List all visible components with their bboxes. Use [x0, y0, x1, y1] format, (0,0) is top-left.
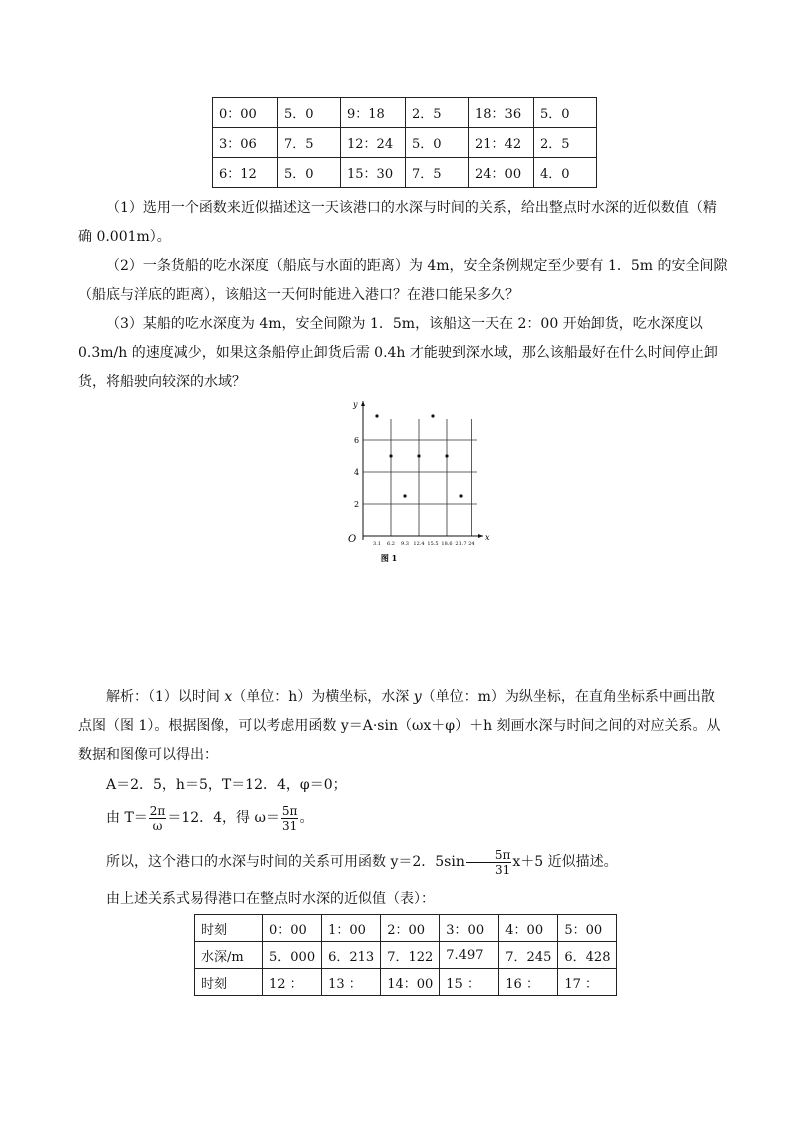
table-row — [195, 969, 617, 996]
origin-label: O — [348, 534, 357, 545]
table-cell: 5．0 — [534, 98, 597, 128]
data-point — [431, 414, 434, 417]
x-tick-label: 15.5 — [427, 541, 439, 547]
table-intro: 由上述关系式易得港口在整点时水深的近似值（表）： — [106, 891, 435, 907]
model-function: y＝A·sin（ωx＋φ）＋h — [340, 718, 493, 734]
table-cell: 5：00 — [558, 915, 617, 942]
table-cell: 1：00 — [322, 915, 381, 942]
question-1: （1）选用一个函数来近似描述这一天该港口的水深与时间的关系，给出整点时水深的近似数值（精确 0.001m）。 — [78, 200, 717, 245]
hourly-depth-table — [194, 914, 617, 996]
table-row — [213, 128, 597, 158]
y-tick-label: 6 — [354, 436, 360, 445]
x-tick-label: 3.1 — [373, 541, 381, 547]
table-row — [195, 942, 617, 969]
table-cell: 15 ： — [440, 969, 499, 996]
y-axis-arrow — [361, 401, 365, 406]
table-cell: 17 ： — [558, 969, 617, 996]
table-cell: 6：12 — [213, 158, 278, 188]
scatter-chart — [325, 393, 495, 568]
table-cell: 7．5 — [406, 158, 469, 188]
x-axis-label: x — [485, 533, 490, 542]
y-axis-label: y — [353, 400, 358, 409]
table-cell: 15：30 — [341, 158, 406, 188]
table-cell: 6．213 — [322, 942, 381, 969]
y-tick-label: 2 — [354, 500, 360, 509]
table-cell: 时刻 — [195, 969, 263, 996]
table-row — [213, 98, 597, 128]
table-cell: 6．428 — [558, 942, 617, 969]
data-point — [403, 494, 406, 497]
table-cell: 4：00 — [499, 915, 558, 942]
chart-title: 图 1 — [380, 553, 398, 563]
x-tick-label: 24 — [468, 541, 475, 547]
table-cell: 5．0 — [278, 158, 341, 188]
table-cell: 0：00 — [213, 98, 278, 128]
y-tick-label: 4 — [354, 468, 360, 477]
data-point — [375, 414, 378, 417]
x-axis-arrow — [478, 534, 483, 538]
table-cell: 12 ： — [263, 969, 322, 996]
table-cell: 0：00 — [263, 915, 322, 942]
table-row — [195, 915, 617, 942]
data-point — [389, 454, 392, 457]
table-cell: 5．000 — [263, 942, 322, 969]
table-cell: 2：00 — [381, 915, 440, 942]
x-tick-label: 12.4 — [413, 541, 425, 547]
table-cell: 14：00 — [381, 969, 440, 996]
table-cell: 7．122 — [381, 942, 440, 969]
x-tick-label: 9.3 — [401, 541, 409, 547]
solution-intro: 解析：（1）以时间 x（单位：h）为横坐标，水深 y（单位：m）为纵坐标，在直角坐标系中画出散点图（图 1）。根据图像，可以考虑用函数 y＝A·sin（ωx＋φ）＋h 刻画水深与时间之间的对应关系。从数据和图像可以得出： — [78, 689, 721, 763]
x-tick-label: 18.6 — [441, 541, 453, 547]
table-cell: 水深/m — [195, 942, 263, 969]
table-cell: 2．5 — [406, 98, 469, 128]
table-cell: 7．5 — [278, 128, 341, 158]
omega-derivation: 由 T＝ $\frac{2\pi}{\omega}$ ＝12．4，得 ω＝ $\frac{5\pi}{31}$ 。 — [106, 803, 314, 833]
parameters: A＝2．5，h＝5，T＝12．4，φ＝0； — [106, 777, 347, 793]
data-point — [459, 494, 462, 497]
table-cell: 3：06 — [213, 128, 278, 158]
table-cell: 5．0 — [278, 98, 341, 128]
table-cell: 18：36 — [469, 98, 534, 128]
data-point — [417, 454, 420, 457]
table-cell: 3：00 — [440, 915, 499, 942]
table-row — [213, 158, 597, 188]
table-cell: 21：42 — [469, 128, 534, 158]
table-cell: 16 ： — [499, 969, 558, 996]
question-3: （3）某船的吃水深度为 4m，安全间隙为 1．5m，该船这一天在 2：00 开始卸货，吃水深度以 0.3m/h 的速度减少，如果这条船停止卸货后需 0.4h 才能驶到深水域，那么该船最好在什么时间停止卸货，将船驶向较深的水域？ — [78, 316, 718, 390]
question-2: （2）一条货船的吃水深度（船底与水面的距离）为 4m，安全条例规定至少要有 1．5m 的安全间隙（船底与洋底的距离），该船这一天何时能进入港口？在港口能呆多久？ — [78, 258, 728, 303]
fraction-5pi-over-31: $\frac{5\pi}{31}$ — [281, 803, 298, 833]
table-cell: 24：00 — [469, 158, 534, 188]
table-cell: 4．0 — [534, 158, 597, 188]
fraction-2pi-over-omega: $\frac{2\pi}{\omega}$ — [149, 803, 166, 833]
table-cell: 7．245 — [499, 942, 558, 969]
table-cell: 13 ： — [322, 969, 381, 996]
table-cell: 5．0 — [406, 128, 469, 158]
fraction-5pi-over-31-b: $\frac{5\pi}{31}$ — [466, 848, 512, 877]
final-function: 所以，这个港口的水深与时间的关系可用函数 y＝2．5sin $\frac{5\pi}{31}$ x＋5 近似描述。 — [106, 847, 618, 877]
table-cell: 9：18 — [341, 98, 406, 128]
x-tick-label: 21.7 — [455, 541, 467, 547]
tide-data-table — [212, 97, 597, 188]
table-cell: 7.497 — [440, 942, 499, 969]
table-cell: 2．5 — [534, 128, 597, 158]
table-cell: 12：24 — [341, 128, 406, 158]
x-tick-label: 6.2 — [387, 541, 395, 547]
table-cell: 时刻 — [195, 915, 263, 942]
data-point — [445, 454, 448, 457]
